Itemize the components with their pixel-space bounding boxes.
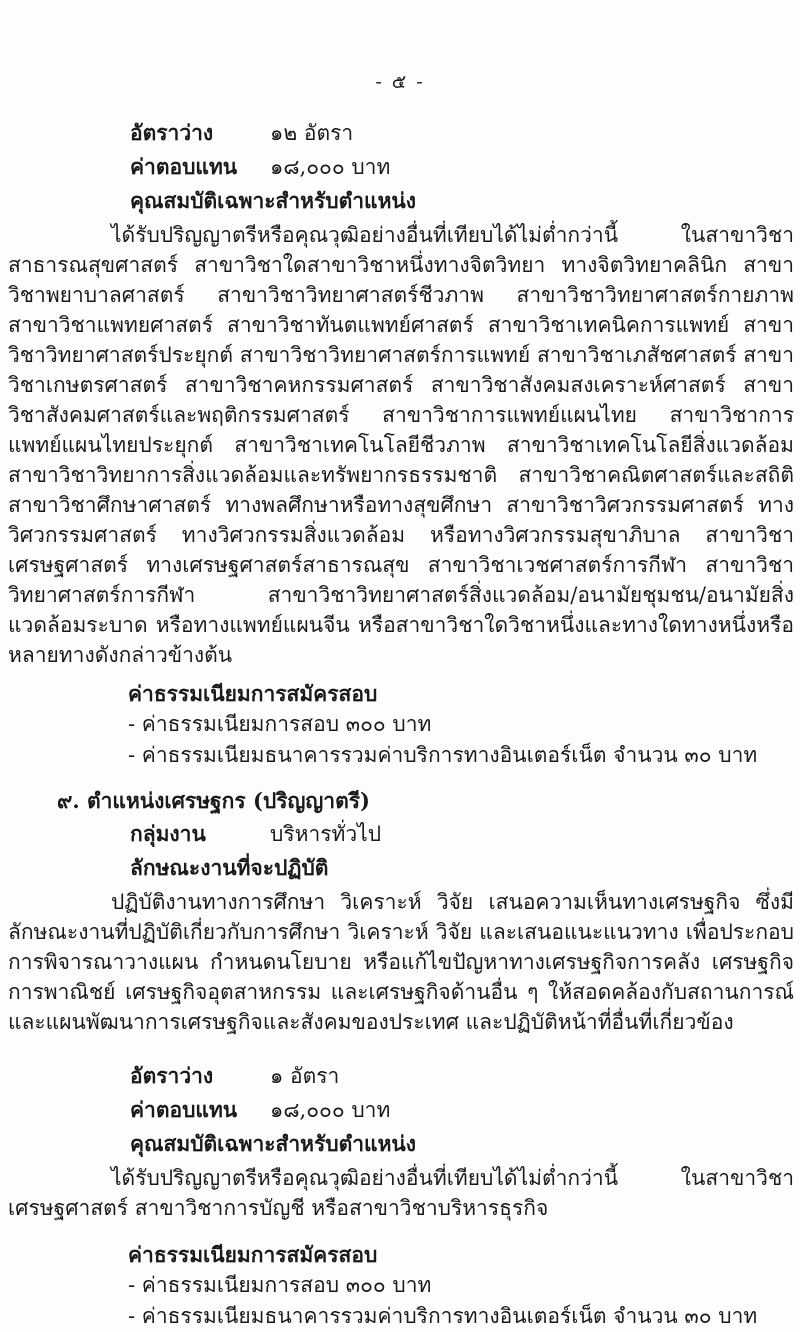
vacancy-value: ๑ อัตรา [270,1064,340,1088]
fee-item-bank: - ค่าธรรมเนียมธนาคารรวมค่าบริการทางอินเตอร์เน็ต จำนวน ๓๐ บาท [128,1304,758,1328]
page-number: - ๕ - [375,71,425,93]
salary-value: ๑๘,๐๐๐ บาท [270,1098,391,1122]
qualification-header: คุณสมบัติเฉพาะสำหรับตำแหน่ง [130,188,417,213]
qualification-text: ได้รับปริญญาตรีหรือคุณวุฒิอย่างอื่นที่เทียบได้ไม่ต่ำกว่านี้ ในสาขาวิชาสาธารณสุขศาสตร์ สาขาวิชาใดสาขาวิชาหนึ่งทางจิตวิทยา ทางจิตวิทยาคลินิก สาขาวิชาพยาบาลศาสตร์ สาขาวิชาวิทยาศาสตร์ชีวภาพ สาขาวิชาวิทยาศาสตร์กายภาพ สาขาวิชาแพทยศาสตร์ สาขาวิชาทันตแพทย์ศาสตร์ สาขาวิชาเทคนิคการแพทย์ สาขาวิชาวิทยาศาสตร์ประยุกต์ สาขาวิชาวิทยาศาสตร์การแพทย์ สาขาวิชาเภสัชศาสตร์ สาขาวิชาเกษตรศาสตร์ สาขาวิชาคหกรรมศาสตร์ สาขาวิชาสังคมสงเคราะห์ศาสตร์ สาขาวิชาสังคมศาสตร์และพฤติกรรมศาสตร์ สาขาวิชาการแพทย์แผนไทย สาขาวิชาการแพทย์แผนไทยประยุกต์ สาขาวิชาเทคโนโลยีชีวภาพ สาขาวิชาเทคโนโลยีสิ่งแวดล้อม สาขาวิชาวิทยาการสิ่งแวดล้อมและทรัพยากรธรรมชาติ สาขาวิชาคณิตศาสตร์และสถิติ สาขาวิชาศึกษาศาสตร์ ทางพลศึกษาหรือทางสุขศึกษา สาขาวิชาวิศวกรรมศาสตร์ ทางวิศวกรรมศาสตร์ ทางวิศวกรรมสิ่งแวดล้อม หรือทางวิศวกรรมสุขาภิบาล สาขาวิชาเศรษฐศาสตร์ ทางเศรษฐศาสตร์สาธารณสุข สาขาวิชาเวชศาสตร์การกีฬา สาขาวิชาวิทยาศาสตร์การกีฬา สาขาวิชาวิทยาศาสตร์สิ่งแวดล้อม/อนามัยชุมชน/อนามัยสิ่งแวดล้อมระบาด หรือทางแพทย์แผนจีน หรือสาขาวิชาใดวิชาหนึ่งและทางใดทางหนึ่งหรือหลายทางดังกล่าวข้างต้น [8,223,794,667]
salary-row [130,150,800,184]
duties-text: ปฏิบัติงานทางการศึกษา วิเคราะห์ วิจัย เสนอความเห็นทางเศรษฐกิจ ซึ่งมีลักษณะงานที่ปฏิบัติเกี่ยวกับการศึกษา วิเคราะห์ วิจัย และเสนอแนะแนวทาง เพื่อประกอบการพิจารณาวางแผน กำหนดนโยบาย หรือแก้ไขปัญหาทางเศรษฐกิจการคลัง เศรษฐกิจการพาณิชย์ เศรษฐกิจอุตสาหกรรม และเศรษฐกิจด้านอื่น ๆ ให้สอดคล้องกับสถานการณ์ และแผนพัฒนาการเศรษฐกิจและสังคมของประเทศ และปฏิบัติหน้าที่อื่นที่เกี่ยวข้อง [8,890,794,1034]
vacancy-row [130,1059,800,1093]
qualification-header: คุณสมบัติเฉพาะสำหรับตำแหน่ง [130,1131,417,1156]
fee-header: ค่าธรรมเนียมการสมัครสอบ [128,681,378,706]
vacancy-row [130,116,800,150]
position-8-summary-block [130,116,800,218]
fee-item-bank: - ค่าธรรมเนียมธนาคารรวมค่าบริการทางอินเตอร์เน็ต จำนวน ๓๐ บาท [128,743,758,767]
work-group-value: บริหารทั่วไป [270,822,382,846]
salary-value: ๑๘,๐๐๐ บาท [270,155,391,179]
position-8-section [0,116,800,771]
vacancy-label: อัตราว่าง [130,1063,214,1088]
vacancy-label: อัตราว่าง [130,120,214,145]
work-group-row [130,817,800,851]
work-group-label: กลุ่มงาน [130,821,206,846]
salary-row [130,1093,800,1127]
fee-item-exam: - ค่าธรรมเนียมการสอบ ๓๐๐ บาท [128,1273,432,1297]
qualification-text: ได้รับปริญญาตรีหรือคุณวุฒิอย่างอื่นที่เทียบได้ไม่ต่ำกว่านี้ ในสาขาวิชาเศรษฐศาสตร์ สาขาวิชาการบัญชี หรือสาขาวิชาบริหารธุรกิจ [8,1166,794,1220]
position-9-section [0,785,800,1332]
fee-header: ค่าธรรมเนียมการสมัครสอบ [128,1242,378,1267]
duties-header: ลักษณะงานที่จะปฏิบัติ [130,855,329,880]
salary-label: ค่าตอบแทน [130,154,238,179]
salary-label: ค่าตอบแทน [130,1097,238,1122]
position-9-group-block [130,817,800,885]
position-9-heading: ๙. ตำแหน่งเศรษฐกร (ปริญญาตรี) [57,788,370,813]
position-9-summary-block [130,1059,800,1161]
fee-block [128,1239,800,1332]
vacancy-value: ๑๒ อัตรา [270,121,354,145]
fee-item-exam: - ค่าธรรมเนียมการสอบ ๓๐๐ บาท [128,712,432,736]
fee-block [128,678,800,771]
